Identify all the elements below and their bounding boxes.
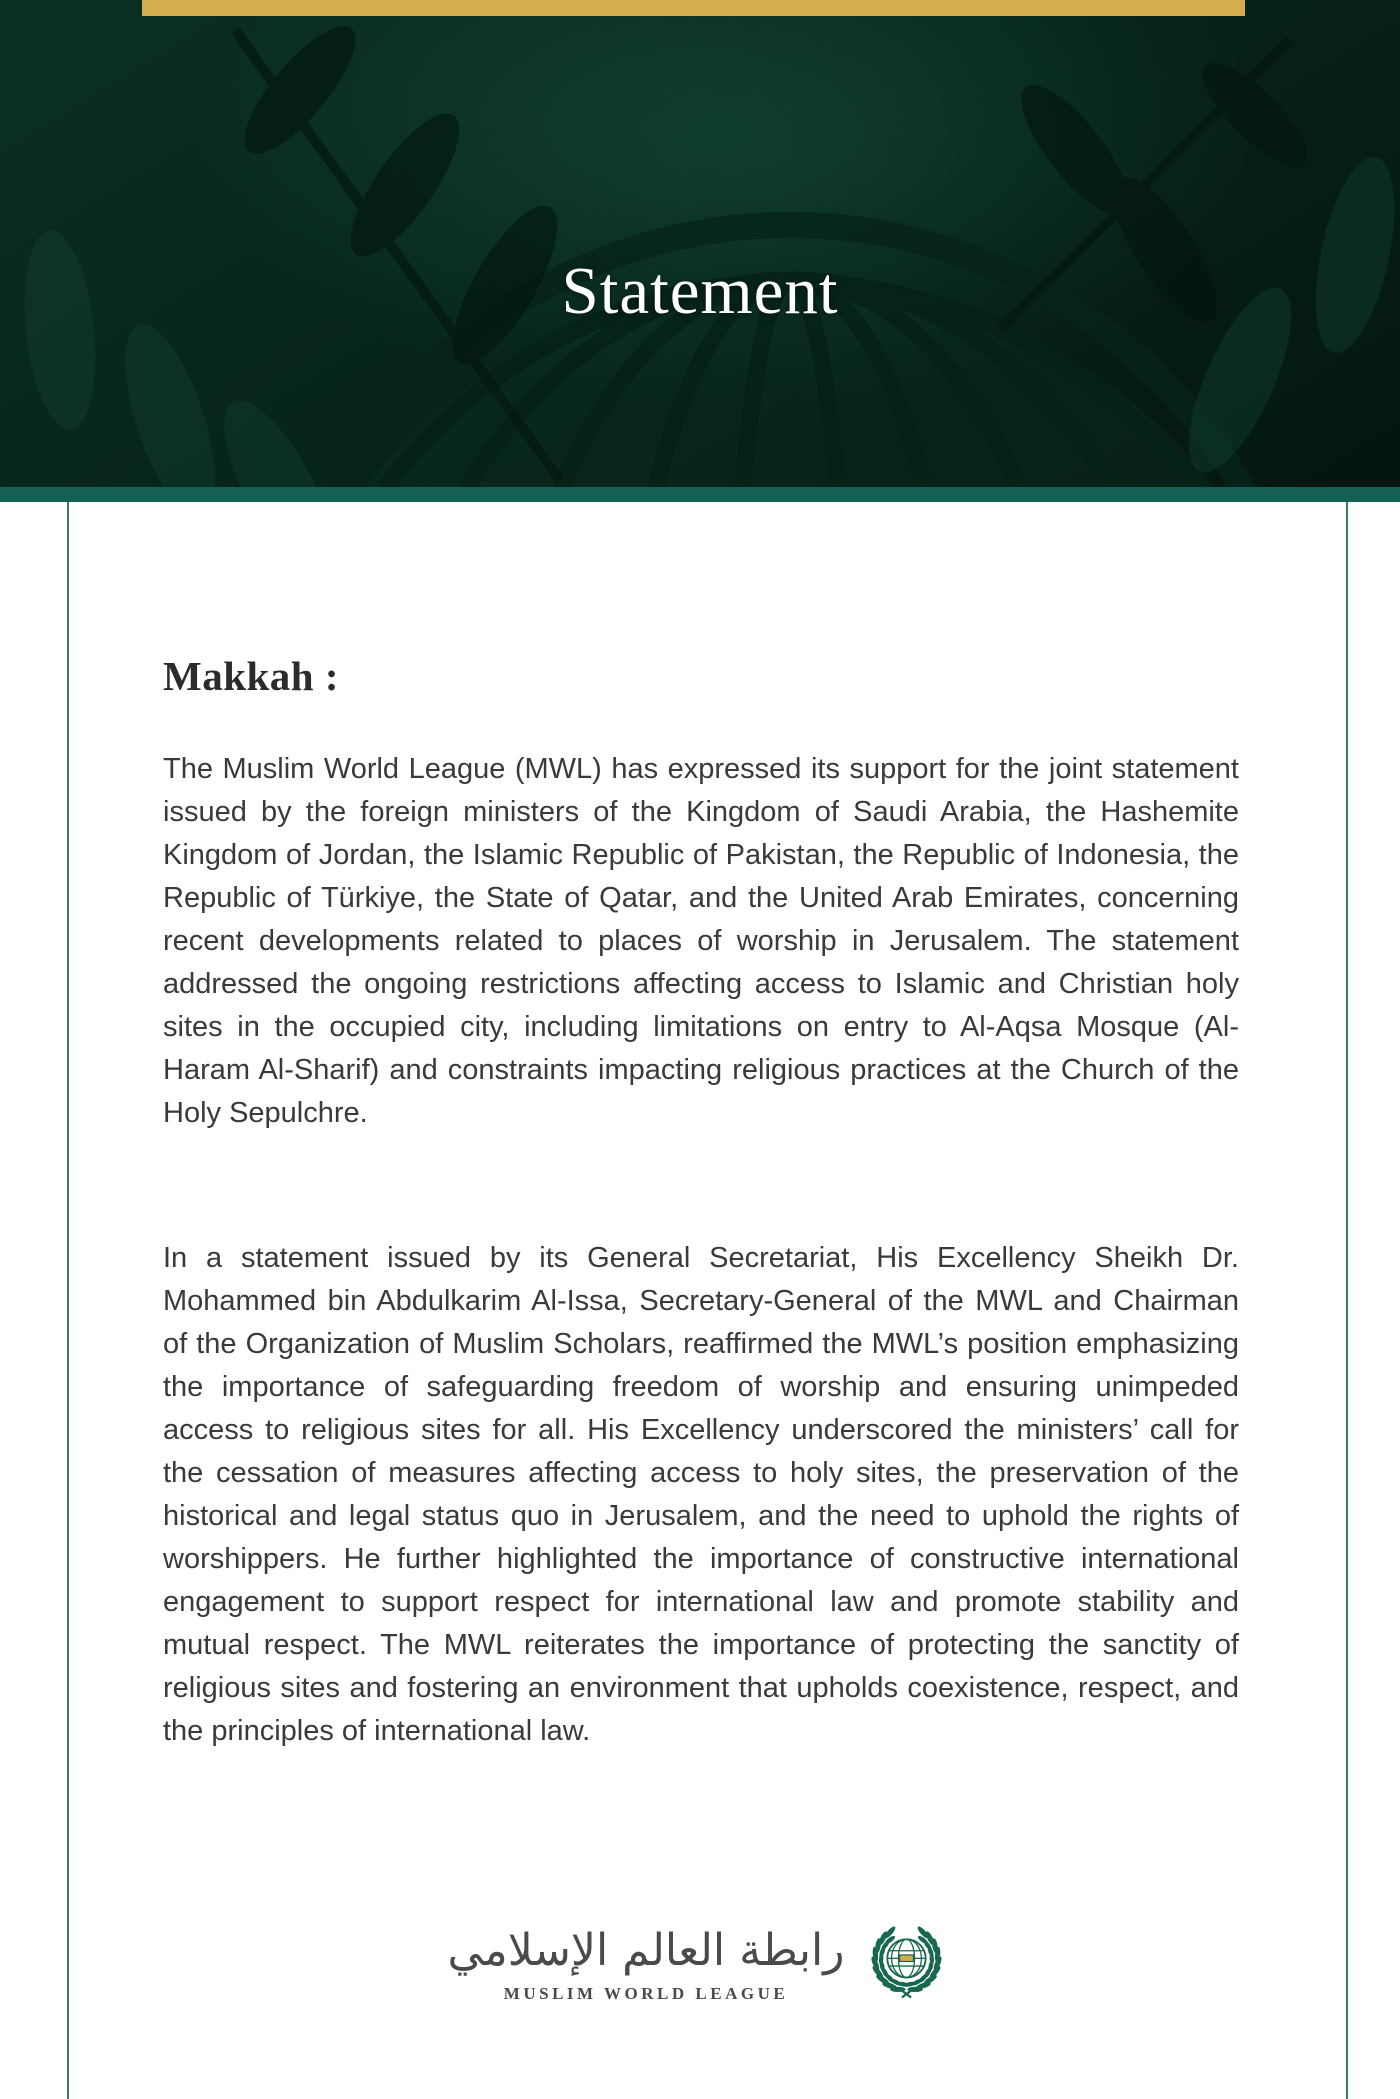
mwl-logo-text: [447, 1923, 844, 2004]
statement-paragraph-1: The Muslim World League (MWL) has expressed its support for the joint statement issued by the foreign ministers of the Kingdom of Saudi Arabia, the Hashemite Kingdom of Jordan, the Islamic Republic of Pakistan, the Republic of Indonesia, the Republic of Türkiye, the State of Qatar, and the United Arab Emirates, concerning recent developments related to places of worship in Jerusalem. The statement addressed the ongoing restrictions affecting access to Islamic and Christian holy sites in the occupied city, including limitations on entry to Al-Aqsa Mosque (Al-Haram Al-Sharif) and constraints impacting religious practices at the Church of the Holy Sepulchre.: [163, 753, 1239, 1129]
left-margin-rule: [67, 502, 69, 2099]
gold-accent-bar: [142, 0, 1245, 16]
laurel-globe-decoration: [0, 0, 1400, 487]
mwl-emblem-icon: [861, 1922, 953, 2004]
right-margin-rule: [1346, 502, 1348, 2099]
logo-latin-name: MUSLIM WORLD LEAGUE: [503, 1983, 789, 2003]
content-sheet: [0, 502, 1400, 2099]
header-divider: [0, 487, 1400, 502]
dateline-heading: Makkah :: [163, 653, 340, 699]
page-title: Statement: [561, 254, 839, 328]
statement-paragraph-2: In a statement issued by its General Secretariat, His Excellency Sheikh Dr. Mohammed bin Abdulkarim Al-Issa, Secretary-General of the MWL and Chairman of the Organization of Muslim Scholars, reaffirmed the MWL’s position emphasizing the importance of safeguarding freedom of worship and ensuring unimpeded access to religious sites for all. His Excellency underscored the ministers’ call for the cessation of measures affecting access to holy sites, the preservation of the historical and legal status quo in Jerusalem, and the need to uphold the rights of worshippers. He further highlighted the importance of constructive international engagement to support respect for international law and promote stability and mutual respect. The MWL reiterates the importance of protecting the sanctity of religious sites and fostering an environment that upholds coexistence, respect, and the principles of international law.: [163, 1242, 1239, 1747]
logo-arabic-name: رابطة العالم الإسلامي: [447, 1924, 845, 1976]
mwl-logo: [447, 1922, 952, 2004]
header-banner: [0, 0, 1400, 487]
